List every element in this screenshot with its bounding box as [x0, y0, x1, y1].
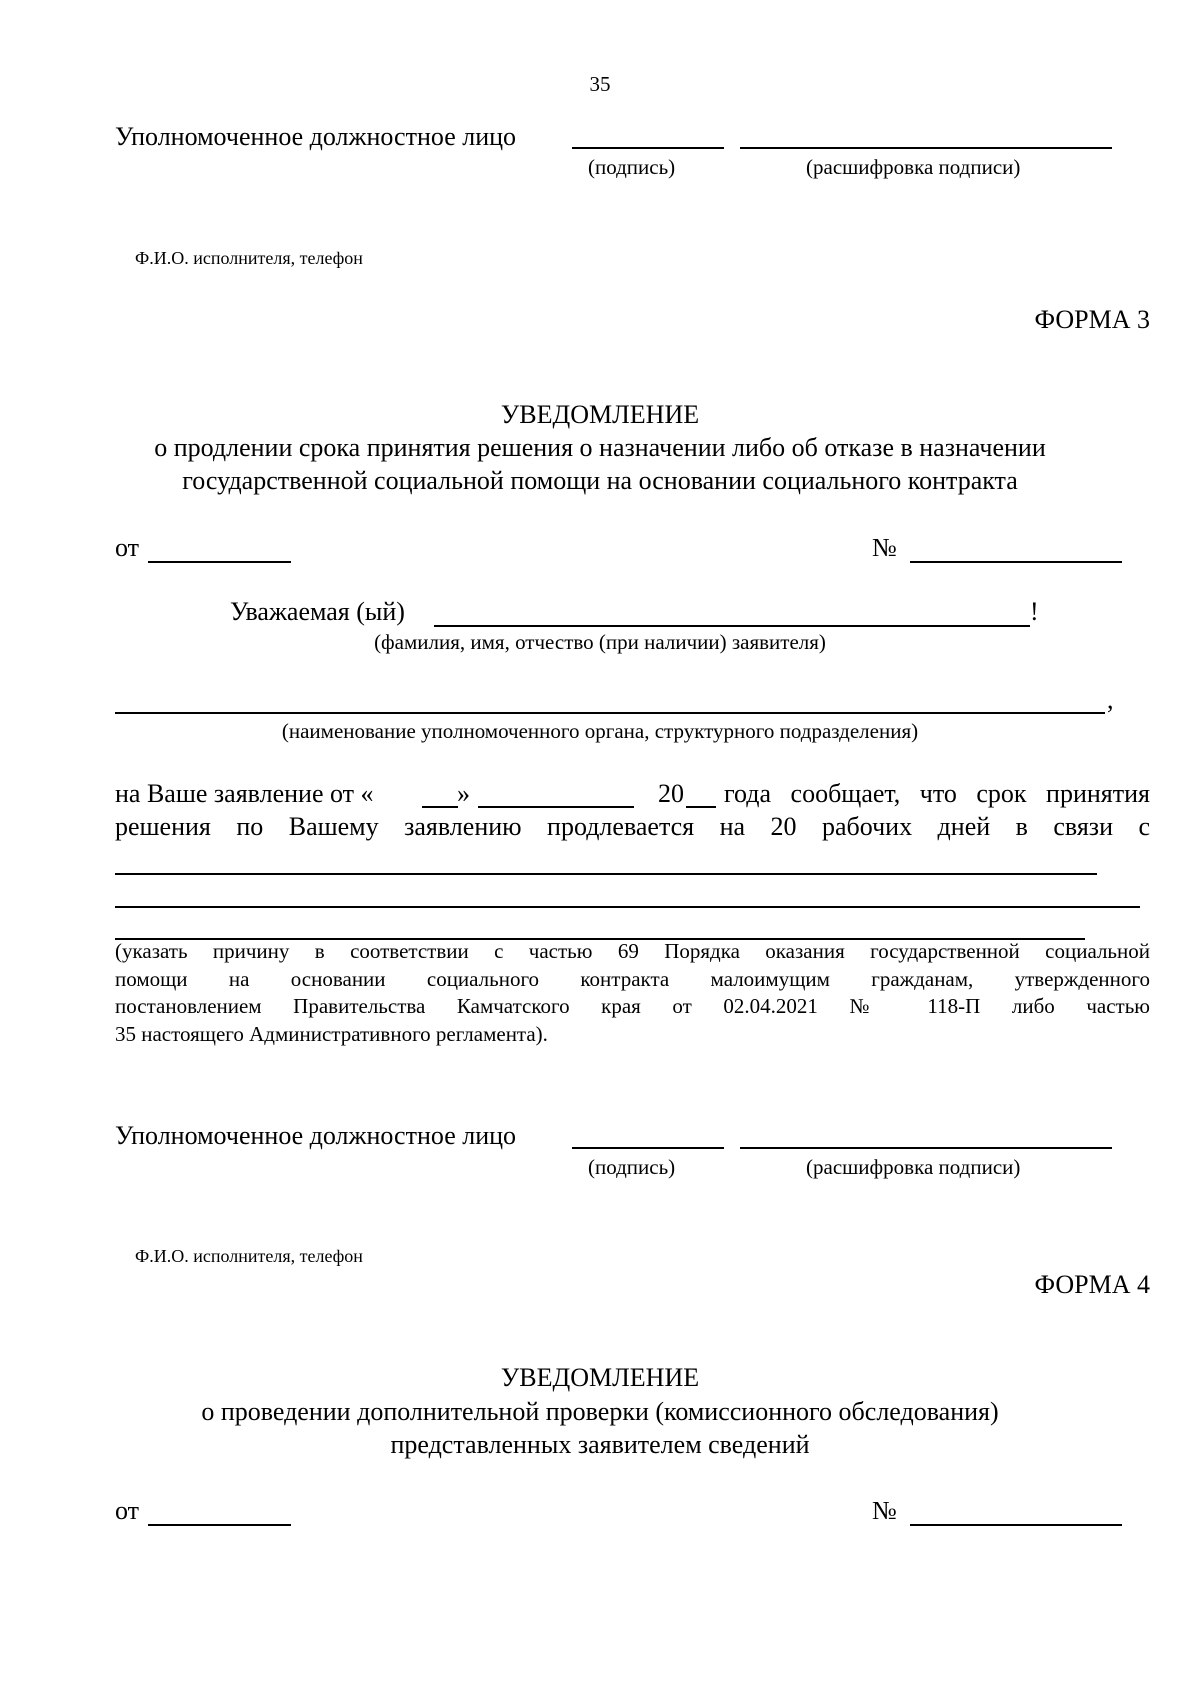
form-3-signature-line — [572, 1147, 724, 1149]
organ-name-line — [115, 712, 1105, 714]
form-3-executor-contact: Ф.И.О. исполнителя, телефон — [135, 1246, 363, 1266]
reason-line-2 — [115, 906, 1140, 908]
signature-caption: (подпись) — [588, 155, 676, 179]
form-3-signature-decoding-line — [740, 1147, 1112, 1149]
form-3-signature-caption: (подпись) — [588, 1155, 676, 1179]
executor-contact: Ф.И.О. исполнителя, телефон — [135, 248, 363, 268]
greeting-label: Уважаемая (ый) — [230, 597, 405, 626]
body-line1-part2: » — [457, 779, 470, 808]
greeting-exclamation: ! — [1030, 597, 1039, 626]
day-blank — [422, 806, 458, 808]
applicant-name-line — [434, 625, 1030, 627]
form-4-subtitle-line1: о проведении дополнительной проверки (комиссионного обследования) — [201, 1397, 999, 1426]
body-line2: решения по Вашему заявлению продлевается на 20 рабочих дней в связи с — [115, 812, 1150, 841]
reason-line-1 — [115, 873, 1097, 875]
form-4-subtitle-line2: представленных заявителем сведений — [390, 1430, 810, 1459]
organ-caption: (наименование уполномоченного органа, структурного подразделения) — [281, 719, 919, 743]
date-field-line — [148, 561, 291, 563]
month-blank — [478, 806, 634, 808]
reason-caption-line2: помощи на основании социального контракта малоимущим гражданам, утвержденного — [115, 966, 1150, 991]
from-label: от — [115, 533, 140, 562]
reason-caption-line4: 35 настоящего Административного регламента). — [115, 1021, 548, 1046]
reason-caption-line1: (указать причину в соответствии с частью 69 Порядка оказания государственной социальной — [115, 939, 1150, 963]
body-line1-part4: года сообщает, что срок принятия — [724, 779, 1150, 808]
number-label: № — [872, 533, 897, 562]
form-4-title: УВЕДОМЛЕНИЕ — [500, 1363, 700, 1392]
form-3-label: ФОРМА 3 — [1034, 305, 1150, 334]
form-4-from-label: от — [115, 1496, 140, 1525]
form-4-number-label: № — [872, 1496, 897, 1525]
form-4-number-field-line — [910, 1524, 1122, 1526]
form-3-subtitle-line2: государственной социальной помощи на основании социального контракта — [182, 466, 1018, 495]
reason-caption — [115, 938, 1150, 1048]
reason-caption-line3: постановлением Правительства Камчатского края от 02.04.2021 № 118-П либо частью — [115, 994, 1150, 1018]
page-number: 35 — [589, 72, 611, 96]
number-field-line — [910, 561, 1122, 563]
form-4-date-field-line — [148, 1524, 291, 1526]
body-line1-year-prefix: 20 — [658, 779, 684, 808]
signature-decoding-line — [740, 147, 1112, 149]
authorized-official-label: Уполномоченное должностное лицо — [115, 122, 517, 151]
form-3-authorized-official-label: Уполномоченное должностное лицо — [115, 1121, 517, 1150]
form-3-subtitle-line1: о продлении срока принятия решения о назначении либо об отказе в назначении — [154, 433, 1046, 462]
applicant-caption: (фамилия, имя, отчество (при наличии) заявителя) — [374, 630, 826, 654]
signature-line — [572, 147, 724, 149]
organ-comma: , — [1107, 685, 1114, 714]
year-blank — [686, 806, 716, 808]
body-line1-part1: на Ваше заявление от « — [115, 779, 374, 808]
form-3-signature-decoding-caption: (расшифровка подписи) — [806, 1155, 1021, 1179]
signature-decoding-caption: (расшифровка подписи) — [806, 155, 1021, 179]
form-4-label: ФОРМА 4 — [1034, 1270, 1150, 1299]
form-3-title: УВЕДОМЛЕНИЕ — [500, 400, 700, 429]
